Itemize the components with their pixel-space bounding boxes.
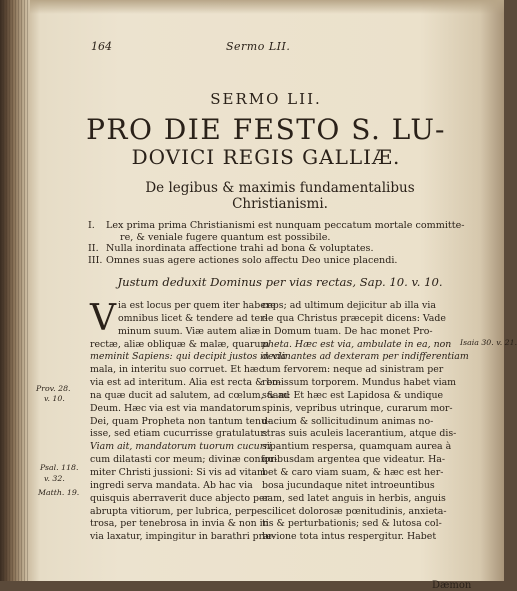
text-line: quibusdam argentea que videatur. Ha- [262, 454, 446, 466]
text-line: minum suum. Viæ autem aliæ [118, 325, 261, 337]
text-line: Deum. Hæc via est via mandatorum [90, 402, 261, 414]
right-column [262, 300, 472, 544]
text-line: via laxatur, impingitur in barathri præ- [90, 531, 276, 543]
sermon-title-line-2: DOVICI REGIS GALLIÆ. [131, 145, 401, 169]
sermon-title-line-1: PRO DIE FESTO S. LU- [86, 113, 446, 146]
text-line: bet & caro viam suam, & hæc est her- [262, 466, 444, 478]
text-line: abrupta vitiorum, per lubrica, perpe- [90, 505, 266, 517]
margin-note: v. 10. [44, 394, 65, 403]
text-line: eam, sed latet anguis in herbis, anguis [262, 492, 446, 504]
text-line: tum fervorem: neque ad sinistram per [262, 364, 444, 376]
text-line: bosa jucundaque nitet introeuntibus [262, 479, 435, 491]
dropcap: V [90, 298, 116, 339]
point-line: Lex prima prima Christianismi est nunquam peccatum mortale committe- [106, 220, 465, 231]
point-line: re, & veniale fugere quantum est possibile. [120, 231, 331, 243]
text-line: cum dilatasti cor meum; divinæ confor- [90, 454, 278, 466]
points-list [88, 220, 468, 266]
point-number: III. [88, 254, 103, 266]
page-edges [0, 0, 30, 581]
text-line: rectæ, aliæ obliquæ & malæ, quarum [90, 338, 270, 350]
text-line: dacium & sollicitudinum animas no- [262, 415, 434, 427]
page-header [48, 32, 484, 52]
text-line: ceps; ad ultimum dejicitur ab illa via [262, 300, 436, 311]
text-line: Dei, quam Propheta non tantum tenu- [90, 415, 271, 427]
text-line: na quæ ducit ad salutem, ad cœlum, & ad [90, 389, 290, 401]
text-line: pheta. Hæc est via, ambulate in ea, non [262, 338, 452, 350]
margin-note: Prov. 28. [36, 384, 71, 393]
point-line: Nulla inordinata affectione trahi ad bona & voluptates. [106, 243, 374, 254]
catchword: Dæmon [432, 580, 472, 591]
text-line: quisquis aberraverit duce abjecto per [90, 492, 269, 504]
text-line: in Domum tuam. De hac monet Pro- [262, 325, 433, 337]
text-line: stras suis aculeis lacerantium, atque dis- [262, 428, 457, 440]
point-item [88, 220, 468, 243]
epigraph: Justum deduxit Dominus per vias rectas, Sap. 10. v. 10. [117, 275, 443, 289]
margin-note: Matth. 19. [38, 488, 80, 497]
text-line: suam: Et hæc est Lapidosa & undique [262, 389, 444, 401]
text-line: sipantium respersa, quamquam aurea à [262, 441, 452, 453]
text-line: ia est locus per quem iter habere [118, 300, 276, 311]
text-line: remissum torporem. Mundus habet viam [262, 377, 457, 389]
margin-note: v. 32. [44, 474, 65, 483]
text-line: via est ad interitum. Alia est recta & bo- [90, 377, 282, 389]
margin-note-right: Isaia 30. v. 21. [460, 338, 517, 347]
text-line: mala, in interitu suo corruet. Et hæc [90, 364, 264, 376]
point-line: Omnes suas agere actiones solo affectu Deo unice placendi. [106, 254, 398, 266]
text-line: ingredi serva mandata. Ab hac via [90, 479, 253, 491]
point-number: II. [88, 243, 99, 254]
page [36, 32, 517, 591]
text-line: spinis, vepribus utrinque, curarum mor- [262, 402, 453, 414]
text-line: declinantes ad dexteram per indifferentiam [262, 351, 469, 363]
text-line: trosa, per tenebrosa in invia & non in [90, 518, 269, 530]
point-item [88, 255, 468, 267]
text-line: tis & perturbationis; sed & lutosa col- [262, 518, 442, 530]
text-line: scilicet dolorosæ pœnitudinis, anxieta- [262, 505, 447, 517]
text-line: meminit Sapiens: qui decipit justos in via [90, 351, 287, 363]
running-head: Sermo LII. [226, 40, 291, 53]
text-line: de qua Christus præcepit dicens: Vade [262, 312, 446, 324]
text-line: isse, sed etiam cucurrisse gratulatur: [90, 428, 268, 440]
sermon-subtitle: De legibus & maximis fundamentalibus Christianismi. [145, 180, 415, 212]
point-item [88, 243, 468, 255]
point-number: I. [88, 220, 95, 231]
sermon-number: SERMO LII. [210, 90, 322, 108]
text-line: omnibus licet & tendere ad ter- [118, 312, 268, 324]
page-number: 164 [91, 40, 112, 53]
text-line: miter Christi jussioni: Si vis ad vitam [90, 466, 266, 478]
margin-note: Psal. 118. [40, 463, 79, 472]
page-shadow [30, 0, 504, 14]
text-line: luvione tota intus respergitur. Habet [262, 531, 437, 543]
text-line: Viam ait, mandatorum tuorum cucurri [90, 441, 272, 453]
